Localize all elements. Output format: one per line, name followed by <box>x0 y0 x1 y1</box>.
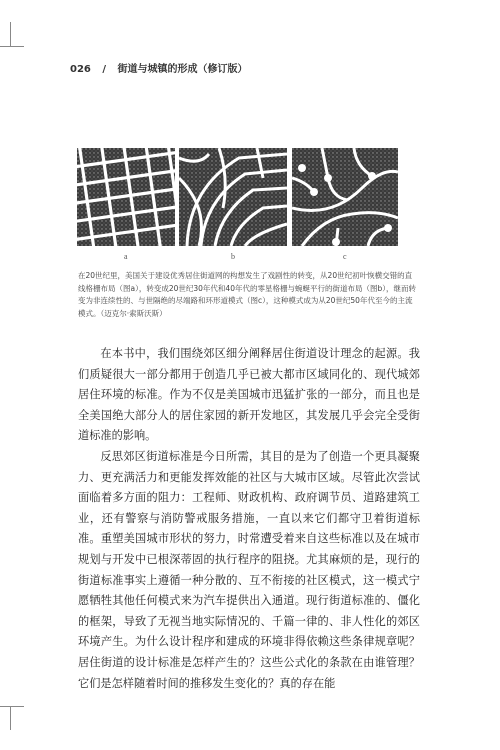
running-header <box>70 60 440 75</box>
figure-label-a: a <box>124 252 128 261</box>
body-text <box>78 344 420 694</box>
figure-panel-a <box>77 148 175 246</box>
figure-panel-b <box>179 148 287 246</box>
figure-panel-c <box>292 148 398 246</box>
page-number: 026 <box>70 64 91 75</box>
header-separator: / <box>102 64 107 75</box>
paragraph: 反思郊区街道标准是今日所需，其目的是为了创造一个更具凝聚力、更充满活力和更能发挥效能的社区与大城市区域。尽管此次尝试面临着多方面的阻力：工程师、财政机构、政府调节员、道路建筑工业，还有警察与消防警戒服务措施，一直以来它们都守卫着街道标准。重塑美国城市形状的努力，时常遭受着来自这些标准以及在城市规划与开发中已根深蒂固的执行程序的阻挠。尤其麻烦的是，现行的街道标准事实上遵循一种分散的、互不衔接的社区模式，这一模式宁愿牺牲其他任何模式来为汽车提供出入通道。现行街道标准的、僵化的框架，导致了无视当地实际情况的、千篇一律的、非人性化的郊区环境产生。为什么设计程序和建成的环境非得依赖这些条律规章呢？居住街道的设计标准是怎样产生的？这些公式化的条款在由谁管理？它们是怎样随着时间的推移发生变化的？真的存在能 <box>78 449 420 690</box>
figure-label-b: b <box>231 252 235 261</box>
figure-label-c: c <box>343 252 347 261</box>
crop-mark <box>10 706 11 730</box>
running-title: 街道与城镇的形成（修订版） <box>117 64 248 75</box>
paragraph: 在本书中，我们围绕郊区细分阐释居住街道设计理念的起源。我们质疑很大一部分都用于创造几乎已被大都市区域同化的、现代城郊居住环境的标准。作为不仅是美国城市迅猛扩张的一部分，而且也是全美国绝大部分人的居住家园的新开发地区，其发展几乎会完全受街道标准的影响。 <box>78 347 420 443</box>
figure-caption: 在20世纪里，美国关于建设优秀居住街道网的构想发生了戏剧性的转变，从20世纪初叶恢横交错的直线格栅布局（图a），转变成20世纪30年代和40年代的零星格栅与蜿蜒平行的街道布局（图b），继而转变为非连续性的、与世隔绝的尽端路和环形道模式（图c），这种模式成为从20世纪50年代至今的主流模式。（迈克尔·索斯沃斯） <box>78 271 416 318</box>
crop-mark <box>10 22 11 46</box>
crop-mark <box>0 46 24 47</box>
crop-mark <box>0 706 24 707</box>
